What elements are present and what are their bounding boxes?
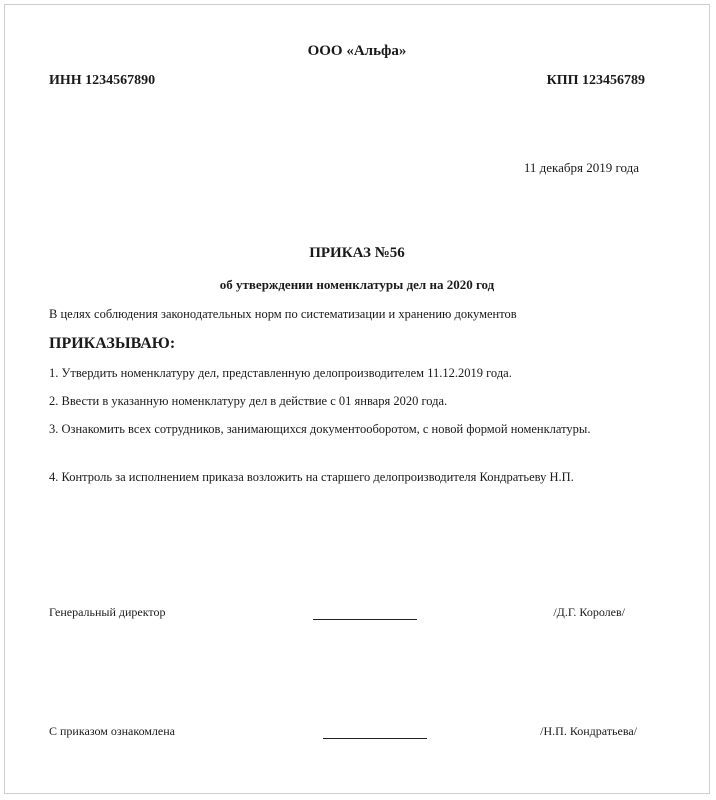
director-signature-line (313, 619, 417, 620)
document-page (4, 4, 710, 794)
order-directive-heading: ПРИКАЗЫВАЮ: (49, 335, 176, 352)
director-signature-label: Генеральный директор (49, 605, 166, 619)
organization-name: ООО «Альфа» (307, 43, 407, 59)
acknowledged-signature-label: С приказом ознакомлена (49, 724, 175, 738)
director-name: /Д.Г. Королев/ (553, 605, 625, 619)
acknowledged-signature-line (323, 738, 427, 739)
order-item-2: 2. Ввести в указанную номенклатуру дел в действие с 01 января 2020 года. (49, 394, 448, 408)
order-item-1: 1. Утвердить номенклатуру дел, представленную делопроизводителем 11.12.2019 года. (49, 366, 512, 380)
kpp-number: КПП 123456789 (546, 73, 645, 88)
order-intro: В целях соблюдения законодательных норм по систематизации и хранению документов (49, 307, 517, 321)
order-title: ПРИКАЗ №56 (309, 245, 405, 261)
inn-number: ИНН 1234567890 (49, 73, 156, 88)
order-item-3: 3. Ознакомить всех сотрудников, занимающихся документооборотом, с новой формой номенклатуры. (49, 422, 591, 436)
order-subject: об утверждении номенклатуры дел на 2020 год (219, 277, 495, 292)
acknowledged-name: /Н.П. Кондратьева/ (540, 724, 637, 738)
document-date: 11 декабря 2019 года (523, 160, 639, 175)
order-item-4: 4. Контроль за исполнением приказа возложить на старшего делопроизводителя Кондратьеву Н.П. (49, 470, 574, 484)
